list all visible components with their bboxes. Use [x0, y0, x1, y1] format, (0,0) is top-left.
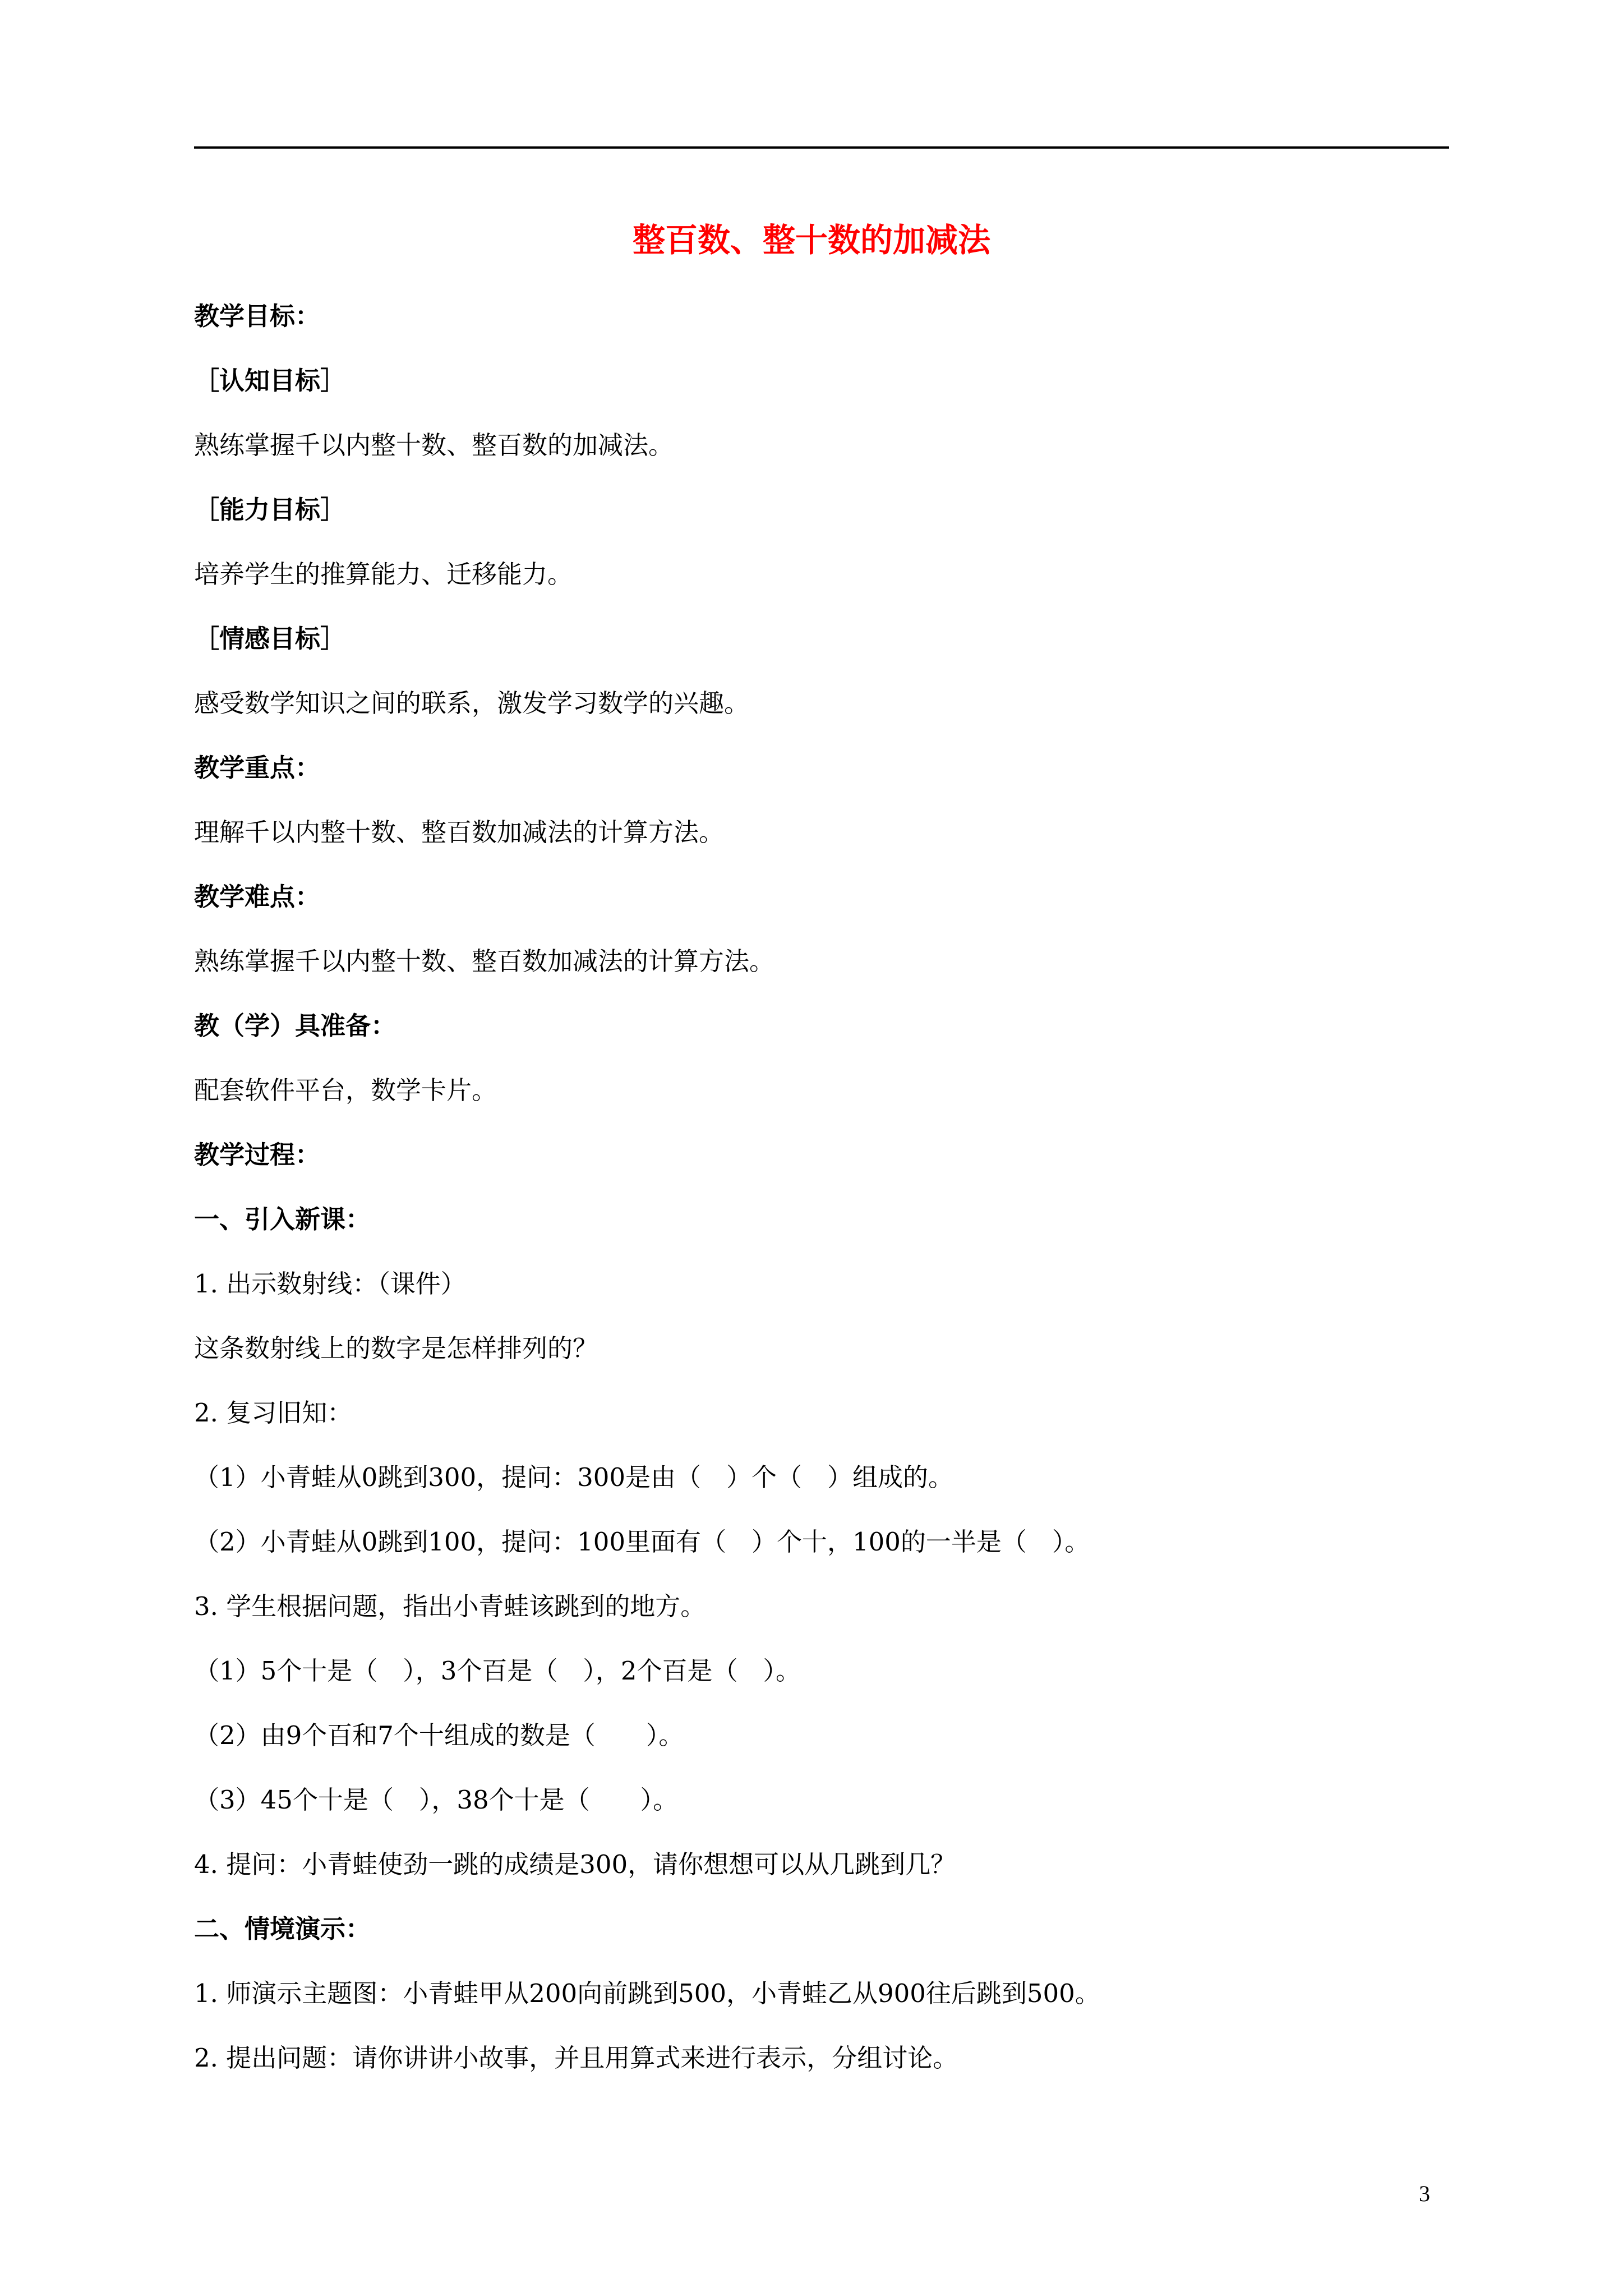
section-heading: 教（学）具准备： — [194, 1011, 396, 1041]
paragraph-text: 配套软件平台，数学卡片。 — [194, 1075, 497, 1105]
section-subheading: ［情感目标］ — [194, 624, 346, 654]
section-subheading: ［能力目标］ — [194, 495, 346, 524]
paragraph-text: 这条数射线上的数字是怎样排列的？ — [194, 1333, 598, 1363]
document-title: 整百数、整十数的加减法 — [632, 221, 990, 259]
paragraph-text: 熟练掌握千以内整十数、整百数加减法的计算方法。 — [194, 946, 775, 976]
paragraph-text: 2. 复习旧知： — [194, 1398, 353, 1428]
paragraph-text: （2）由9个百和7个十组成的数是（ ）。 — [194, 1720, 684, 1750]
paragraph-text: （1）5个十是（ ），3个百是（ ），2个百是（ ）。 — [194, 1656, 801, 1686]
section-heading: 教学目标： — [194, 301, 321, 331]
paragraph-text: （3）45个十是（ ），38个十是（ ）。 — [194, 1785, 679, 1815]
paragraph-text: 熟练掌握千以内整十数、整百数的加减法。 — [194, 430, 674, 460]
section-heading: 教学过程： — [194, 1140, 321, 1170]
paragraph-text: 2. 提出问题：请你讲讲小故事，并且用算式来进行表示，分组讨论。 — [194, 2043, 958, 2073]
section-subheading: ［认知目标］ — [194, 366, 346, 395]
paragraph-text: （2）小青蛙从0跳到100，提问：100里面有（ ）个十，100的一半是（ ）。 — [194, 1527, 1090, 1557]
paragraph-text: 感受数学知识之间的联系，激发学习数学的兴趣。 — [194, 688, 750, 718]
section-heading: 二、情境演示： — [194, 1914, 371, 1944]
paragraph-text: 4. 提问：小青蛙使劲一跳的成绩是300，请你想想可以从几跳到几？ — [194, 1849, 956, 1879]
document-body — [194, 296, 1450, 2102]
paragraph-text: 3. 学生根据问题，指出小青蛙该跳到的地方。 — [194, 1591, 706, 1621]
paragraph-text: 培养学生的推算能力、迁移能力。 — [194, 559, 573, 589]
section-heading: 教学难点： — [194, 882, 321, 912]
header-rule — [194, 146, 1449, 149]
paragraph-text: 1. 师演示主题图：小青蛙甲从200向前跳到500，小青蛙乙从900往后跳到500。 — [194, 1978, 1100, 2008]
paragraph-text: （1）小青蛙从0跳到300，提问：300是由（ ）个（ ）组成的。 — [194, 1462, 954, 1492]
page-number: 3 — [1419, 2181, 1430, 2206]
paragraph-text: 1. 出示数射线：（课件） — [194, 1269, 466, 1299]
section-heading: 教学重点： — [194, 753, 321, 783]
section-heading: 一、引入新课： — [194, 1204, 371, 1234]
paragraph-text: 理解千以内整十数、整百数加减法的计算方法。 — [194, 817, 725, 847]
